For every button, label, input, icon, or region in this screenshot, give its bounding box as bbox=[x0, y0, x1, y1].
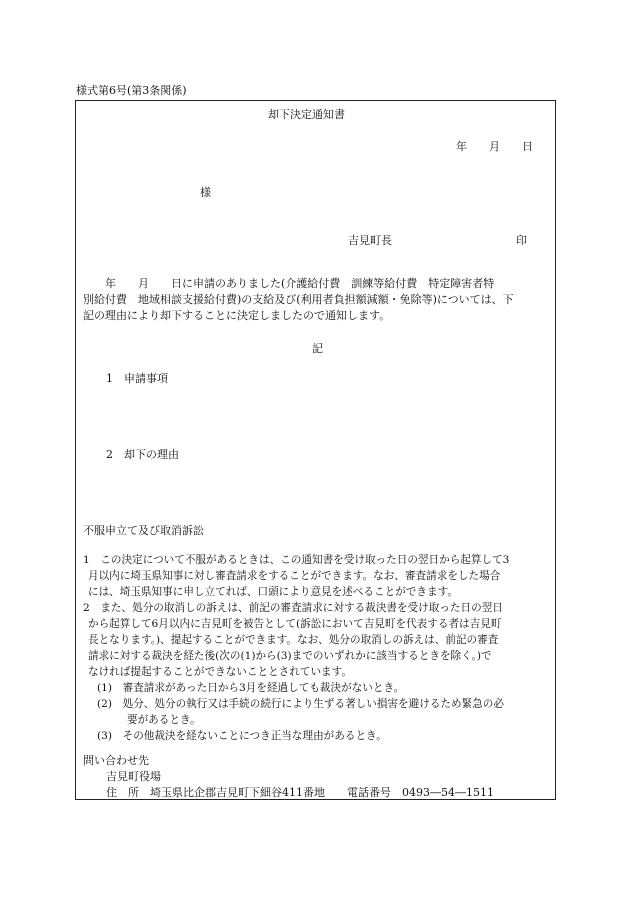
appeal-line: 2 また、処分の取消しの訴えは、前記の審査請求に対する裁決書を受け取った日の翌日 bbox=[83, 602, 503, 614]
appeal-line: 月以内に埼玉県知事に対し審査請求をすることができます。なお、審査請求をした場合 bbox=[88, 570, 501, 582]
date-line: 年 月 日 bbox=[456, 140, 533, 153]
appeal-line: 長となります。)、提起することができます。なお、処分の取消しの訴えは、前記の審査 bbox=[88, 634, 499, 646]
appeal-line: なければ提起することができないこととされています。 bbox=[88, 666, 352, 678]
contact-heading: 問い合わせ先 bbox=[83, 754, 149, 767]
notice-body bbox=[83, 276, 553, 324]
appeal-subitem: (2) 処分、処分の執行又は手続の続行により生ずる著しい損害を避けるため緊急の必 bbox=[97, 698, 504, 710]
form-number-label: 様式第6号(第3条関係) bbox=[76, 84, 187, 97]
addressee-suffix: 様 bbox=[200, 186, 211, 199]
appeal-subitem: (3) その他裁決を経ないことにつき正当な理由があるとき。 bbox=[97, 730, 387, 742]
seal-mark: 印 bbox=[516, 234, 527, 247]
body-line: 記の理由により却下することに決定しましたので通知します。 bbox=[83, 309, 391, 322]
contact-office: 吉見町役場 bbox=[106, 770, 161, 783]
contact-address: 住 所 埼玉県比企郡吉見町下細谷411番地 電話番号 0493―54―1511 bbox=[106, 786, 494, 799]
appeal-line: には、埼玉県知事に申し立てれば、口頭により意見を述べることができます。 bbox=[88, 586, 458, 598]
body-line: 年 月 日に申請のありました(介護給付費 訓練等給付費 特定障害者特 bbox=[83, 277, 495, 290]
document-title: 却下決定通知書 bbox=[268, 108, 345, 121]
body-line: 別給付費 地域相談支援給付費)の支給及び(利用者負担額減額・免除等)については、下 bbox=[83, 293, 514, 306]
appeal-line: から起算して6月以内に吉見町を被告として(訴訟において吉見町を代表する者は吉見町 bbox=[88, 618, 502, 630]
appeal-heading: 不服申立て及び取消訴訟 bbox=[83, 524, 204, 537]
sender-name: 吉見町長 bbox=[348, 234, 392, 247]
appeal-line: 請求に対する裁決を経た後(次の(1)から(3)までのいずれかに該当するときを除く。)で bbox=[88, 650, 492, 662]
item-application: 1 申請事項 bbox=[106, 372, 168, 385]
appeal-line: 1 この決定について不服があるときは、この通知書を受け取った日の翌日から起算して3 bbox=[83, 554, 510, 566]
appeal-subitem: (1) 審査請求があった日から3月を経過しても裁決がないとき。 bbox=[97, 682, 405, 694]
ki-heading: 記 bbox=[312, 342, 323, 355]
appeal-subitem: 要があるとき。 bbox=[127, 714, 201, 726]
item-rejection-reason: 2 却下の理由 bbox=[106, 448, 179, 461]
appeal-section bbox=[83, 552, 553, 744]
